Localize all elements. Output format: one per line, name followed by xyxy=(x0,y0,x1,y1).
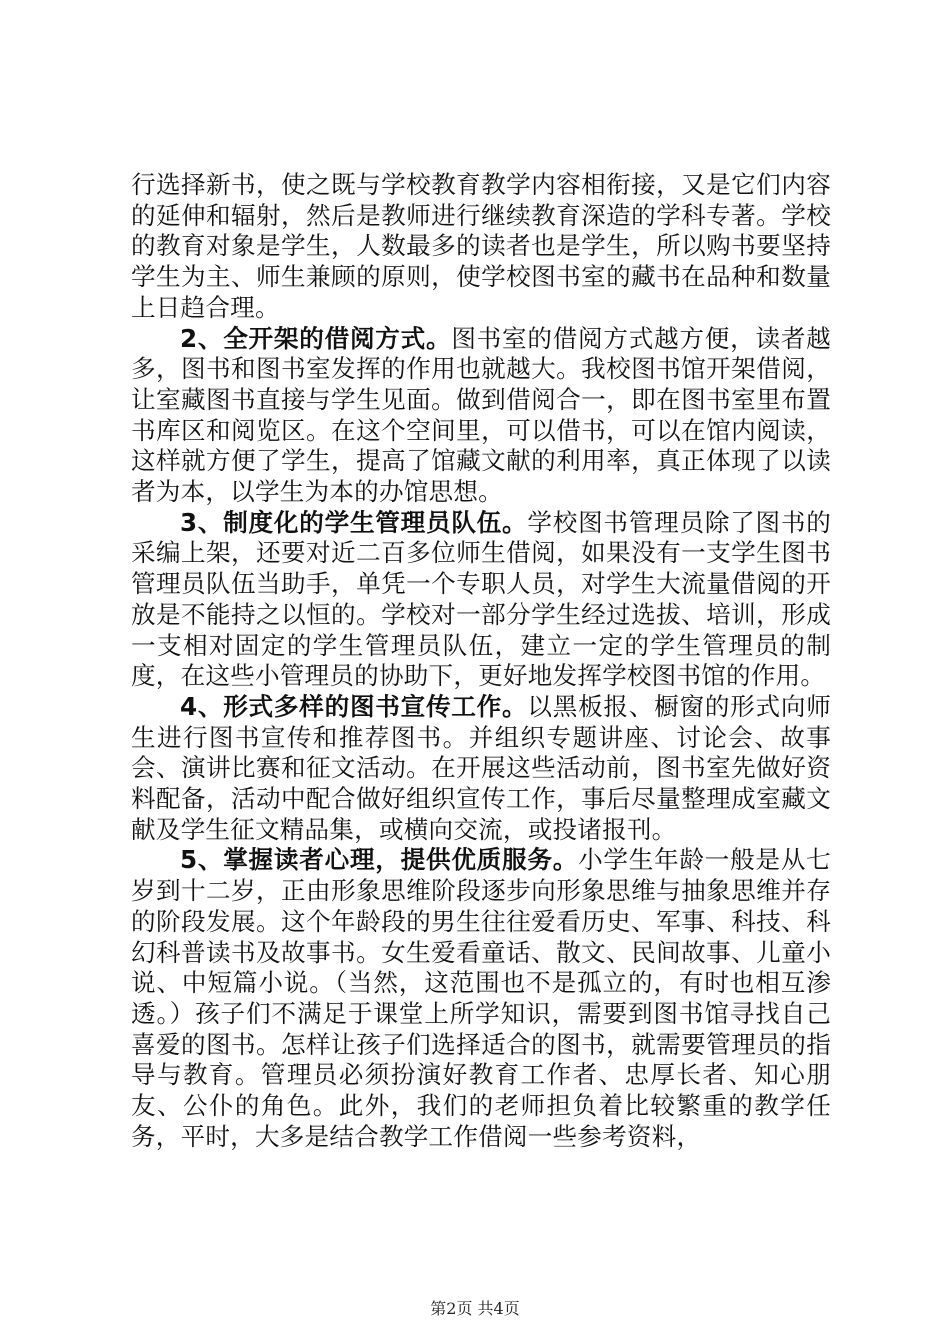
paragraph-heading: 5、掌握读者心理，提供优质服务。 xyxy=(180,845,579,875)
paragraph-heading: 2、全开架的借阅方式。 xyxy=(180,323,452,353)
paragraph-reader-psychology xyxy=(131,845,831,1152)
paragraph-text: 小学生年龄一般是从七岁到十二岁，正由形象思维阶段逐步向形象思维与抽象思维并存的阶段发展。这个年龄段的男生往往爱看历史、军事、科技、科幻科普读书及故事书。女生爱看童话、散文、民间故事、儿童小说、中短篇小说。（当然，这范围也不是孤立的，有时也相互渗透。）孩子们不满足于课堂上所学知识，需要到图书馆寻找自己喜爱的图书。怎样让孩子们选择适合的图书，就需要管理员的指导与教育。管理员必须扮演好教育工作者、忠厚长者、知心朋友、公仆的角色。此外，我们的老师担负着比较繁重的教学任务，平时，大多是结合教学工作借阅一些参考资料， xyxy=(131,845,831,1151)
paragraph-heading: 3、制度化的学生管理员队伍。 xyxy=(180,507,528,537)
paragraph-continuation xyxy=(131,170,831,324)
paragraph-student-librarians xyxy=(131,508,831,692)
paragraph-text: 以黑板报、橱窗的形式向师生进行图书宣传和推荐图书。并组织专题讲座、讨论会、故事会、演讲比赛和征文活动。在开展这些活动前，图书室先做好资料配备，活动中配合做好组织宣传工作，事后尽量整理成室藏文献及学生征文精品集，或横向交流，或投诸报刊。 xyxy=(131,691,832,844)
paragraph-open-shelf xyxy=(131,324,831,508)
paragraph-text: 学校图书管理员除了图书的采编上架，还要对近二百多位师生借阅，如果没有一支学生图书管理员队伍当助手，单凭一个专职人员，对学生大流量借阅的开放是不能持之以恒的。学校对一部分学生经过选拔、培训，形成一支相对固定的学生管理员队伍，建立一定的学生管理员的制度，在这些小管理员的协助下，更好地发挥学校图书馆的作用。 xyxy=(131,507,832,691)
paragraph-book-promotion xyxy=(131,692,831,846)
page-number-footer: 第2页 共4页 xyxy=(430,1299,520,1318)
paragraph-text: 图书室的借阅方式越方便，读者越多，图书和图书室发挥的作用也就越大。我校图书馆开架借阅，让室藏图书直接与学生见面。做到借阅合一，即在图书室里布置书库区和阅览区。在这个空间里，可以借书，可以在馆内阅读，这样就方便了学生，提高了馆藏文献的利用率，真正体现了以读者为本，以学生为本的办馆思想。 xyxy=(131,323,831,507)
paragraph-text: 行选择新书，使之既与学校教育教学内容相衔接，又是它们内容的延伸和辐射，然后是教师进行继续教育深造的学科专著。学校的教育对象是学生，人数最多的读者也是学生，所以购书要坚持学生为主、师生兼顾的原则，使学校图书室的藏书在品种和数量上日趋合理。 xyxy=(131,170,831,322)
paragraph-heading: 4、形式多样的图书宣传工作。 xyxy=(180,691,528,721)
document-body xyxy=(131,170,831,1153)
